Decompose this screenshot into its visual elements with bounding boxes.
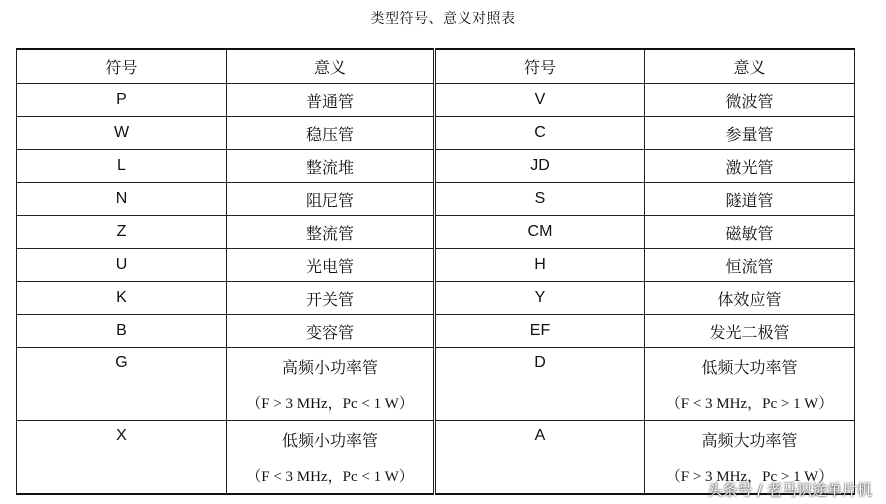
symbol-cell: Z (17, 216, 227, 249)
meaning-cell: 磁敏管 (645, 216, 855, 249)
table-row (17, 183, 855, 216)
meaning-text: 高频大功率管 (701, 431, 798, 450)
symbol-cell: U (17, 249, 227, 282)
meaning-cell: 光电管 (227, 249, 435, 282)
meaning-text: 低频小功率管 (281, 431, 378, 450)
symbol-cell: K (17, 282, 227, 315)
watermark-text: 头条号 / 老马识途单片机 (707, 481, 872, 499)
header-symbol: 符号 (435, 49, 645, 84)
symbol-cell: C (435, 117, 645, 150)
meaning-cell: 整流堆 (227, 150, 435, 183)
symbol-cell: S (435, 183, 645, 216)
table-row (17, 117, 855, 150)
symbol-cell: N (17, 183, 227, 216)
meaning-cell: 体效应管 (645, 282, 855, 315)
symbol-cell: P (17, 84, 227, 117)
meaning-cell: 普通管 (227, 84, 435, 117)
meaning-cell: 开关管 (227, 282, 435, 315)
symbol-cell: EF (435, 315, 645, 348)
symbol-cell: JD (435, 150, 645, 183)
frequency-power-note: （F > 3 MHz，Pc > 1 W） (665, 469, 834, 485)
header-symbol: 符号 (17, 49, 227, 84)
table-row (17, 84, 855, 117)
header-meaning: 意义 (645, 49, 855, 84)
meaning-cell: 发光二极管 (645, 315, 855, 348)
symbol-cell: D (435, 348, 645, 421)
table-title: 类型符号、意义对照表 (370, 11, 516, 27)
symbol-cell: W (17, 117, 227, 150)
symbol-cell: B (17, 315, 227, 348)
table-row (17, 249, 855, 282)
meaning-cell: 激光管 (645, 150, 855, 183)
symbol-meaning-table (16, 48, 855, 495)
table-row (17, 282, 855, 315)
symbol-cell: Y (435, 282, 645, 315)
table-row (17, 348, 855, 421)
symbol-cell: CM (435, 216, 645, 249)
meaning-cell: 微波管 (645, 84, 855, 117)
symbol-cell: H (435, 249, 645, 282)
meaning-cell: 稳压管 (227, 117, 435, 150)
meaning-text: 高频小功率管 (281, 358, 378, 377)
symbol-cell: A (435, 421, 645, 495)
meaning-cell (227, 348, 435, 421)
symbol-cell: G (17, 348, 227, 421)
meaning-cell: 阻尼管 (227, 183, 435, 216)
table-row (17, 315, 855, 348)
frequency-power-note: （F < 3 MHz，Pc < 1 W） (246, 469, 414, 485)
symbol-cell: L (17, 150, 227, 183)
meaning-cell (645, 348, 855, 421)
frequency-power-note: （F < 3 MHz，Pc > 1 W） (665, 396, 834, 412)
table-row (17, 150, 855, 183)
header-meaning: 意义 (227, 49, 435, 84)
meaning-cell: 隧道管 (645, 183, 855, 216)
meaning-cell (227, 421, 435, 495)
symbol-cell: V (435, 84, 645, 117)
meaning-cell: 恒流管 (645, 249, 855, 282)
meaning-text: 低频大功率管 (701, 358, 798, 377)
header-row (17, 49, 855, 84)
meaning-cell: 整流管 (227, 216, 435, 249)
frequency-power-note: （F > 3 MHz，Pc < 1 W） (246, 396, 414, 412)
table-row (17, 216, 855, 249)
meaning-cell: 变容管 (227, 315, 435, 348)
meaning-cell: 参量管 (645, 117, 855, 150)
symbol-cell: X (17, 421, 227, 495)
